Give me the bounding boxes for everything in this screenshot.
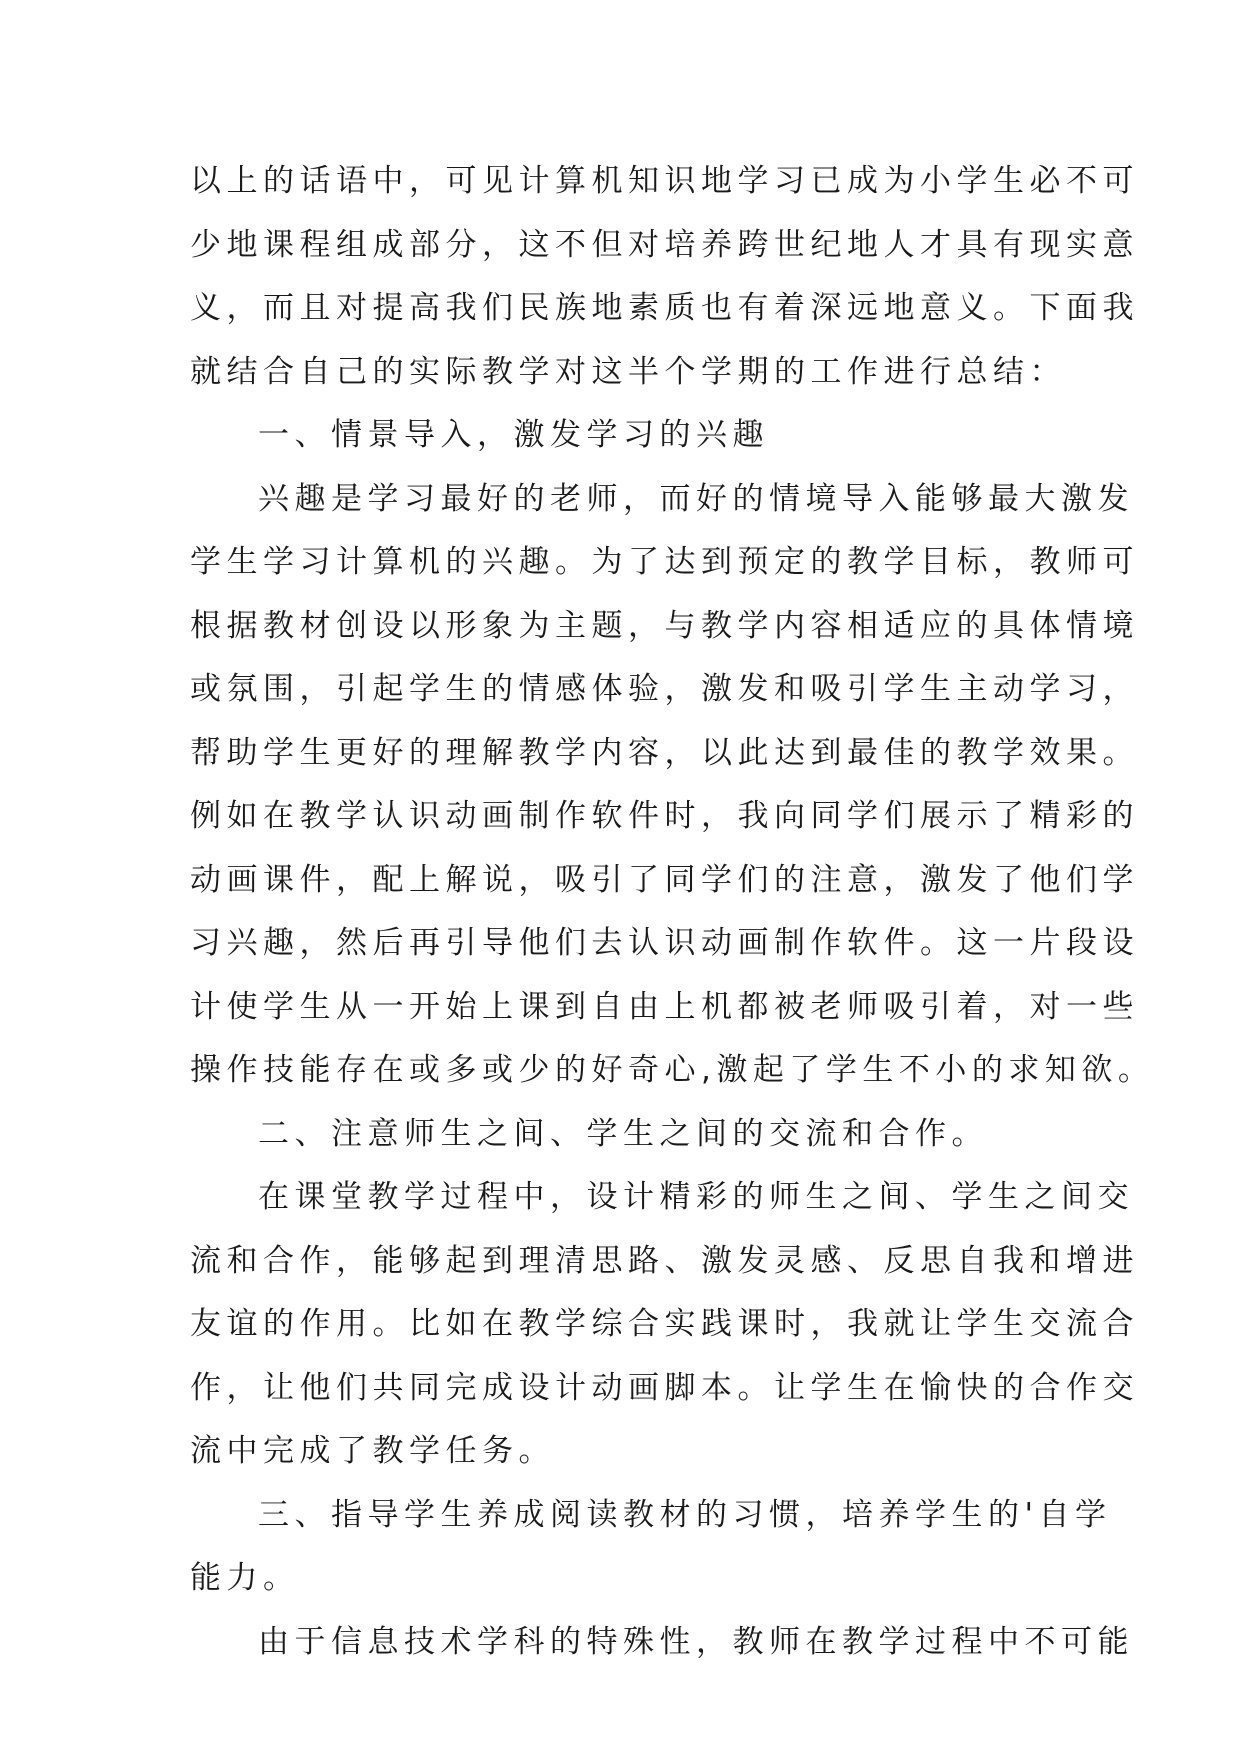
text-line: 例如在教学认识动画制作软件时，我向同学们展示了精彩的 <box>190 798 1139 834</box>
text-line: 根据教材创设以形象为主题，与教学内容相适应的具体情境 <box>190 607 1139 644</box>
text-line: 义，而且对提高我们民族地素质也有着深远地意义。下面我 <box>190 290 1139 326</box>
text-line: 动画课件，配上解说，吸引了同学们的注意，激发了他们学 <box>190 861 1139 898</box>
text-line: 兴趣是学习最好的老师，而好的情境导入能够最大激发 <box>258 480 1134 517</box>
text-line: 流和合作，能够起到理清思路、激发灵感、反思自我和增进 <box>190 1242 1139 1279</box>
text-line: 流中完成了教学任务。 <box>190 1433 555 1469</box>
text-line: 或氛围，引起学生的情感体验，激发和吸引学生主动学习， <box>190 671 1139 707</box>
text-line: 三、指导学生养成阅读教材的习惯，培养学生的'自学 <box>258 1496 1112 1533</box>
text-line: 在课堂教学过程中，设计精彩的师生之间、学生之间交 <box>258 1179 1134 1215</box>
text-line: 少地课程组成部分，这不但对培养跨世纪地人才具有现实意 <box>190 226 1139 263</box>
text-line: 就结合自己的实际教学对这半个学期的工作进行总结： <box>190 353 1066 390</box>
text-line: 一、情景导入，激发学习的兴趣 <box>258 417 769 453</box>
text-line: 友谊的作用。比如在教学综合实践课时，我就让学生交流合 <box>190 1306 1139 1342</box>
text-line: 由于信息技术学科的特殊性，教师在教学过程中不可能 <box>258 1623 1134 1660</box>
text-line: 二、注意师生之间、学生之间的交流和合作。 <box>258 1115 988 1152</box>
document-body <box>190 150 1155 1674</box>
text-line: 作，让他们共同完成设计动画脚本。让学生在愉快的合作交 <box>190 1369 1139 1406</box>
text-line: 习兴趣，然后再引导他们去认识动画制作软件。这一片段设 <box>190 925 1139 961</box>
text-line: 学生学习计算机的兴趣。为了达到预定的教学目标，教师可 <box>190 544 1139 580</box>
text-line: 计使学生从一开始上课到自由上机都被老师吸引着，对一些 <box>190 988 1139 1025</box>
text-line: 操作技能存在或多或少的好奇心,激起了学生不小的求知欲。 <box>190 1052 1155 1088</box>
text-line: 帮助学生更好的理解教学内容，以此达到最佳的教学效果。 <box>190 734 1139 771</box>
text-line: 能力。 <box>190 1560 300 1596</box>
text-line: 以上的话语中，可见计算机知识地学习已成为小学生必不可 <box>190 163 1139 199</box>
